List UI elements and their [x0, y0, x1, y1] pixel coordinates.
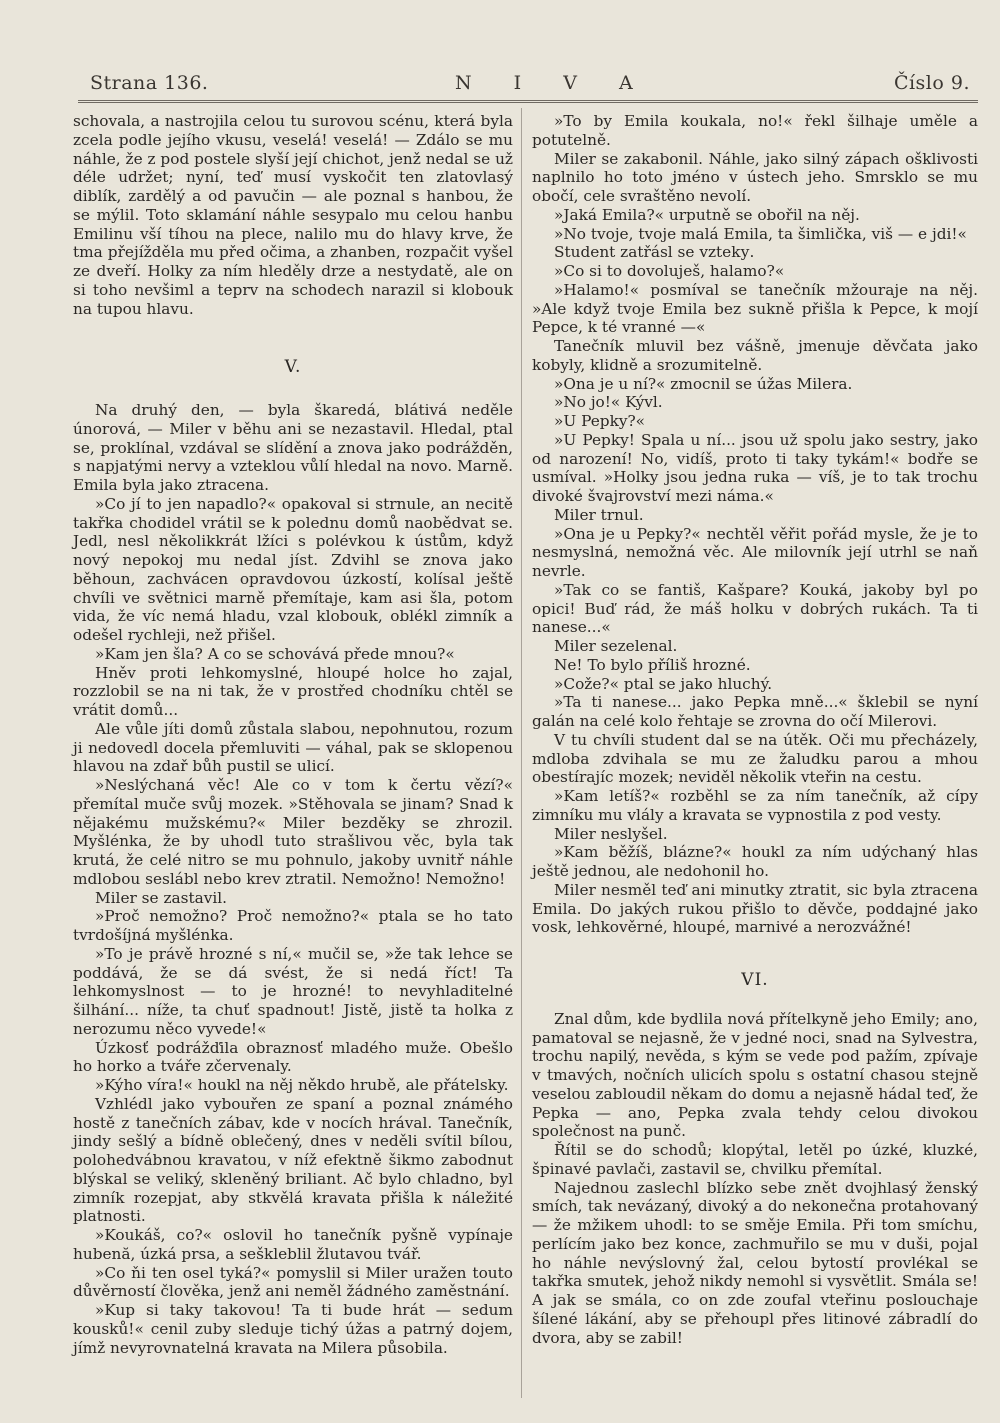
- paragraph: Řítil se do schodů; klopýtal, letěl po úzké, kluzké, špinavé pavlači, zastavil se, chvilku přemítal.: [532, 1141, 978, 1178]
- paragraph: »No jo!« Kývl.: [554, 393, 663, 412]
- column-divider: [521, 108, 522, 1398]
- paragraph: »To je právě hrozné s ní,« mučil se, »že tak lehce se poddává, že se dá svést, že si nedá říct! Ta lehkomyslnost — to je hrozné! to nevyhladitelné šilhání... níže, ta chuť spadnout! Jistě, jistě ta holka z nerozumu něco vyvede!«: [73, 944, 513, 1038]
- paragraph: »Cože?« ptal se jako hluchý.: [554, 674, 773, 693]
- paragraph: »Koukáš, co?« oslovil ho tanečník pyšně vypínaje hubenă, úzká prsa, a seškleblil žlutavou tvář.: [73, 1226, 513, 1263]
- chapter-heading: V.: [284, 357, 302, 378]
- left-column: [73, 112, 513, 1357]
- paragraph: »Proč nemožno? Proč nemožno?« ptala se ho tato tvrdošíjná myšlénka.: [73, 907, 513, 944]
- paragraph: »Ona je u Pepky?« nechtěl věřit pořád mysle, že je to nesmyslná, nemožná věc. Ale milovník její utrhl se naň nevrle.: [532, 524, 978, 580]
- paragraph: Ale vůle jíti domů zůstala slabou, nepohnutou, rozum ji nedovedl docela přemluviti — váhal, pak se sklopenou hlavou na zdař bůh pustil se ulicí.: [73, 719, 513, 776]
- paragraph: »Kam jen šla? A co se schovává přede mnou?«: [95, 644, 455, 663]
- paragraph: Miler se zastavil.: [95, 888, 228, 907]
- paragraph: Vzhlédl jako vybouřen ze spaní a poznal známého hostě z tanečních zábav, kde v nocích hrával. Tanečník, jindy sešlý a bídně oblečený, dnes v neděli svítil bílou, polohedvábnou kravatou, v níž efektně šikmo zabodnut blýskal se veliký, skleněný briliant. Ač bylo chladno, byl zimník rozepjat, aby stkvělá kravata přišla k náležité platnosti.: [73, 1094, 513, 1226]
- paragraph: V tu chvíli student dal se na útěk. Oči mu přecházely, mdloba zdvihala se mu ze žaludku parou a mhou obestírajíc mozek; neviděl několik vteřin na cestu.: [532, 730, 978, 787]
- paragraph: »U Pepky! Spala u ní... jsou už spolu jako sestry, jako od narození! No, vidíš, proto ti taky tykám!« bodře se usmíval. »Holky jsou jedna ruka — víš, je to tak trochu divoké švajrovství mezi náma.«: [532, 430, 978, 505]
- right-column: [532, 112, 978, 1347]
- paragraph: Tanečník mluvil bez vášně, jmenuje děvčata jako kobyly, klidně a srozumitelně.: [532, 337, 978, 374]
- paragraph: »Kýho víra!« houkl na něj někdo hrubě, ale přátelsky.: [95, 1076, 509, 1094]
- paragraph: schovala, a nastrojila celou tu surovou scénu, která byla zcela podle jejího vkusu, veselá! veselá! — Zdálo se mu náhle, že z pod postele slyší její chichot, jenž nedal se už déle udržet; nyní, teď musí vyskočit ten zlatovlasý diblík, zardělý a od pavučin — ale poznal s hanbou, že se mýlil. Toto sklamání náhle sesypalo mu celou hanbu Emilinu vší tíhou na plece, nalilo mu do hlavy krve, že tma přejížděla mu před očima, a zhanben, rozpačit vyšel ze dveří. Holky za ním hleděly drze a nestydatě, ale on si toho nevšiml a teprv na schodech narazil si klobouk na tupou hlavu.: [73, 112, 513, 318]
- paragraph: Miler trnul.: [554, 505, 644, 524]
- paragraph: »To by Emila koukala, no!« řekl šilhaje uměle a potutelně.: [532, 112, 978, 149]
- paragraph: »Tak co se fantiš, Kašpare? Kouká, jakoby byl po opici! Buď rád, že máš holku v dobrých rukách. Ta ti nanese...«: [532, 580, 978, 637]
- paragraph: »Co ňi ten osel tyká?« pomyslil si Miler uražen touto důvěrností člověka, jenž ani neměl žádného zaměstnání.: [73, 1263, 513, 1301]
- paragraph: »Neslýchaná věc! Ale co v tom k čertu vězí?« přemítal muče svůj mozek. »Stěhovala se jinam? Snad k nějakému mužskému?« Miler bezděky se zhrozil. Myšlénka, že by uhodl tuto strašlivou věc, byla tak krutá, že celé nitro se mu pohnulo, jakoby uvnitř náhle mdlobou seslábl nebo krev ztratil. Nemožno! Nemožno!: [73, 776, 513, 888]
- paragraph: »Kam letíš?« rozběhl se za ním tanečník, až cípy zimníku mu vlály a kravata se vypnostila z pod vesty.: [532, 787, 978, 824]
- paragraph: »U Pepky?«: [554, 412, 646, 430]
- paragraph: »Jaká Emila?« urputně se obořil na něj.: [554, 205, 860, 224]
- page-number: Strana 136.: [90, 72, 209, 94]
- header-rule: [78, 100, 978, 103]
- paragraph: Miler se zakabonil. Náhle, jako silný zápach ošklivosti naplnilo ho toto jméno v ústech jeho. Smrsklo se mu obočí, cele svraštěno nevolí.: [532, 149, 978, 205]
- paragraph: Znal dům, kde bydlila nová přítelkyně jeho Emily; ano, pamatoval se nejasně, že v jedné noci, snad na Sylvestra, trochu napilý, nevěda, s kým se vede pod pažím, zpívaje v tmavých, nočních ulicích spolu s ostatní chasou stejně veselou zabloudil někam do domu a nejasně hádal teď, že Pepka — ano, Pepka zvala tehdy celou divokou společnost na punč.: [532, 1009, 978, 1141]
- paragraph: Miler sezelenal.: [554, 637, 678, 655]
- paragraph: Na druhý den, — byla škaredá, blátivá neděle únorová, — Miler v běhu ani se nezastavil. Hledal, ptal se, proklínal, vzdával se slídění a znova jako podrážděn, s napjatými nervy a vzteklou vůlí hledal na novo. Marně. Emila byla jako ztracena.: [73, 401, 513, 494]
- issue-number: Číslo 9.: [893, 72, 970, 94]
- paragraph: Najednou zaslechl blízko sebe znět dvojhlasý ženský smích, tak nevázaný, divoký a do nekonečna protahovaný — že mžikem uhodl: to se směje Emila. Při tom smíchu, perlícím jako bez konce, zachmuřilo se mu v duši, pojal ho náhle nevýslovný žal, celou bytostí provlékal se takřka smutek, jehož nikdy nemohl si vysvětlit. Smála se! A jak se smála, co on zde zoufal vteřinu poslouchaje šílené lákání, aby se přehoupl přes litinové zábradlí do dvora, aby se zabil!: [532, 1178, 978, 1347]
- paragraph: Hněv proti lehkomyslné, hloupé holce ho zajal, rozzlobil se na ni tak, že v prostřed chodníku chtěl se vrátit domů...: [73, 663, 513, 719]
- paragraph: »Co jí to jen napadlo?« opakoval si strnule, an necitě takřka chodidel vrátil se k polednu domů naobědvat se. Jedl, nesl několikkrát lžíci s polévkou k ústům, když nový nepokoj mu nedal jíst. Zdvihl se znova jako běhoun, zachvácen opravdovou úzkostí, kolísal ještě chvíli ve světnici marně přemítaje, kam asi šla, potom vida, že víc nemá hladu, vzal klobouk, oblékl zimník a odešel rychleji, než přišel.: [73, 494, 513, 644]
- paragraph: Úzkosť podrážďila obraznosť mladého muže. Obešlo ho horko a tváře zčervenaly.: [73, 1038, 513, 1076]
- paragraph: »Co si to dovoluješ, halamo?«: [554, 262, 785, 280]
- paragraph: »Ona je u ní?« zmocnil se úžas Milera.: [554, 374, 853, 393]
- paragraph: »No tvoje, tvoje malá Emila, ta šimlička, viš — e jdi!«: [554, 224, 967, 243]
- paragraph: Miler nesměl teď ani minutky ztratit, sic byla ztracena Emila. Do jakých rukou přišlo to děvče, poddajné jako vosk, lehkověrné, hloupé, marnivé a nerozvážné!: [532, 880, 978, 937]
- paragraph: »Ta ti nanese... jako Pepka mně...« šklebil se nyní galán na celé kolo řehtaje se zrovna do očí Milerovi.: [532, 693, 978, 730]
- paragraph: Ne! To bylo příliš hrozné.: [554, 655, 751, 674]
- paragraph: Student zatřásl se vztekу.: [554, 243, 755, 262]
- page-header: [0, 62, 1000, 102]
- magazine-title: N I V A: [455, 72, 651, 94]
- chapter-heading: VI.: [741, 970, 769, 990]
- paragraph: Miler neslyšel.: [554, 824, 668, 843]
- paragraph: »Kam běžíš, blázne?« houkl za ním udýchaný hlas ještě jednou, ale nedohonil ho.: [532, 843, 978, 880]
- paragraph: »Halamo!« posmíval se tanečník mžouraje na něj. »Ale když tvoje Emila bez sukně přišla k Pepce, k mojí Pepce, k té vranné —«: [532, 280, 978, 337]
- paragraph: »Kup si taky takovou! Ta ti bude hrát — sedum kousků!« cenil zuby sleduje tichý úžas a patrný dojem, jímž nevyrovnatelná kravata na Milera působila.: [73, 1301, 513, 1357]
